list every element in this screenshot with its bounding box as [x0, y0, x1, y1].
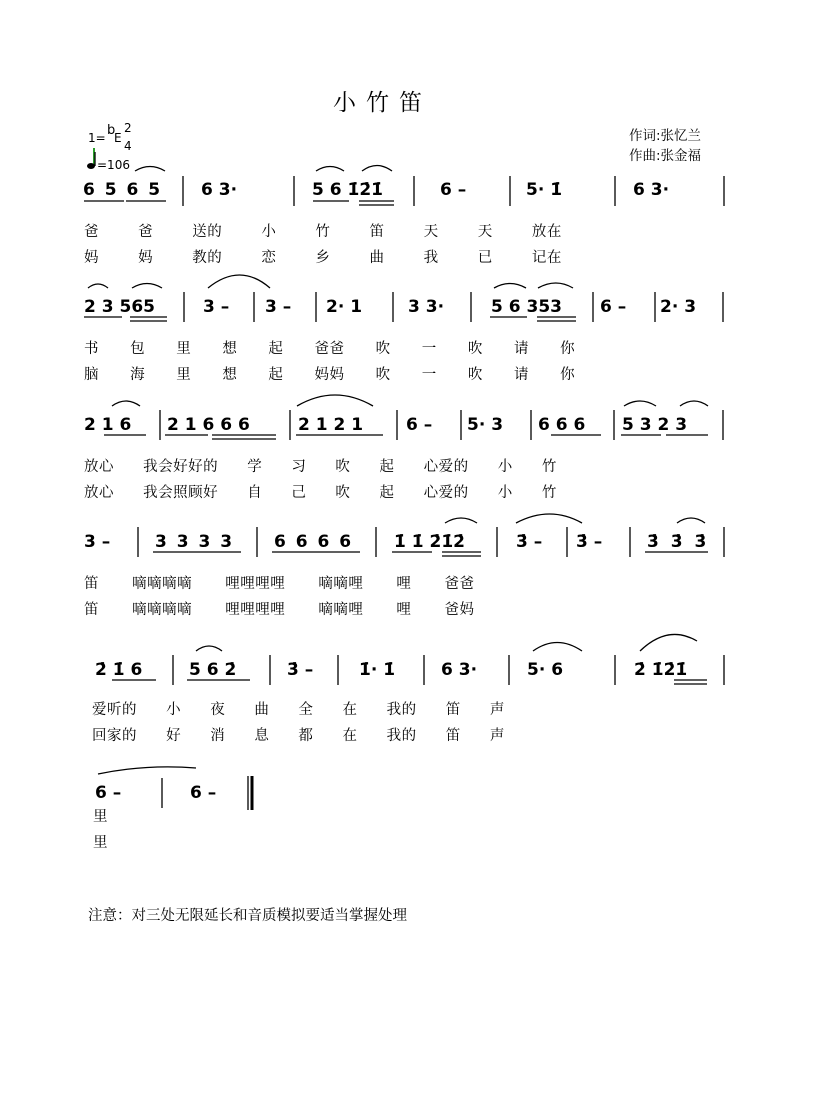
lyric-verse-1: 里 — [93, 809, 108, 825]
measure: 2· 1 — [326, 297, 363, 317]
measure: 5 3 2 3 — [622, 415, 688, 435]
measure: 5 6 353 — [491, 297, 562, 317]
lyric-verse-2: 回家的 好 消 息 都 在 我的 笛 声 — [92, 728, 505, 744]
song-title: 小竹笛 — [333, 90, 432, 116]
measure: 3̇ – — [576, 532, 603, 552]
lyric-verse-2: 里 — [93, 835, 108, 851]
measure: 5· 6 — [527, 660, 564, 680]
time-signature-top: 2 — [124, 121, 132, 135]
lyric-verse-2: 妈 妈 教的 恋 乡 曲 我 已 记在 — [84, 250, 562, 266]
measure: 3 3· — [408, 297, 445, 317]
lyric-verse-1: 放心 我会好好的 学 习 吹 起 心爱的 小 竹 — [84, 459, 557, 475]
measure: 6 6 6 — [538, 415, 586, 435]
measure: 3 – — [84, 532, 111, 552]
lyricist: 作词:张忆兰 — [629, 128, 702, 144]
measure: 3̇ – — [287, 660, 314, 680]
lyric-verse-2: 放心 我会照顾好 自 己 吹 起 心爱的 小 竹 — [84, 485, 557, 501]
composer: 作曲:张金福 — [629, 148, 702, 164]
measure: 6 3· — [201, 180, 238, 200]
key-name: E — [114, 131, 122, 145]
measure: 2̇ 1̇2̇1̇ — [634, 660, 688, 680]
measure: 3̇ – — [516, 532, 543, 552]
key-prefix: 1= — [88, 131, 106, 145]
lyric-verse-1: 书 包 里 想 起 爸爸 吹 一 吹 请 你 — [84, 341, 576, 357]
measure: 2 1 6 6 6 — [167, 415, 250, 435]
measure: 2 1 2 1 — [298, 415, 364, 435]
measure: 6 3· — [441, 660, 478, 680]
measure: 6 – — [190, 783, 217, 803]
measure: 6 6 6 6 — [274, 532, 354, 552]
lyric-verse-1: 爸 爸 送的 小 竹 笛 天 天 放在 — [84, 224, 562, 240]
time-signature-bottom: 4 — [124, 139, 132, 153]
measure: 5· 1̇ — [526, 180, 563, 200]
measure: 6 – — [95, 783, 122, 803]
measure: 6 3· — [633, 180, 670, 200]
measure: 2 1 6 — [84, 415, 132, 435]
measure: 6 – — [440, 180, 467, 200]
lyric-verse-2: 脑 海 里 想 起 妈妈 吹 一 吹 请 你 — [84, 367, 576, 383]
measure: 1̇ 1̇ 2̇1̇2̇ — [394, 532, 465, 552]
measure: 6 5 6 5 — [83, 180, 163, 200]
lyric-verse-1: 笛 嘀嘀嘀嘀 哩哩哩哩 嘀嘀哩 哩 爸爸 — [84, 576, 475, 592]
measure: 2 3 565 — [84, 297, 155, 317]
measure: 3 3 3 3 — [155, 532, 235, 552]
performance-note: 注意：对三处无限延长和音质模拟要适当掌握处理 — [88, 908, 407, 924]
measure: 2̇ 1̇ 6 — [95, 660, 143, 680]
lyric-verse-2: 笛 嘀嘀嘀嘀 哩哩哩哩 嘀嘀哩 哩 爸妈 — [84, 602, 475, 618]
lyric-verse-1: 爱听的 小 夜 曲 全 在 我的 笛 声 — [92, 702, 505, 718]
measure: 2· 3 — [660, 297, 697, 317]
measure: 5 6 2̇ — [189, 660, 237, 680]
measure: 6 – — [600, 297, 627, 317]
measure: 3 – — [203, 297, 230, 317]
measure: 3 – — [265, 297, 292, 317]
measure: 1̇· 1̇ — [359, 660, 396, 680]
tempo-marking: =106 — [97, 158, 130, 172]
measure: 5· 3 — [467, 415, 504, 435]
measure: 5 6 1̇2̇1̇ — [312, 180, 383, 200]
measure: 6 – — [406, 415, 433, 435]
measure: 3̇ 3̇ 3̇ — [647, 532, 710, 552]
flat-sign: b — [107, 123, 116, 138]
